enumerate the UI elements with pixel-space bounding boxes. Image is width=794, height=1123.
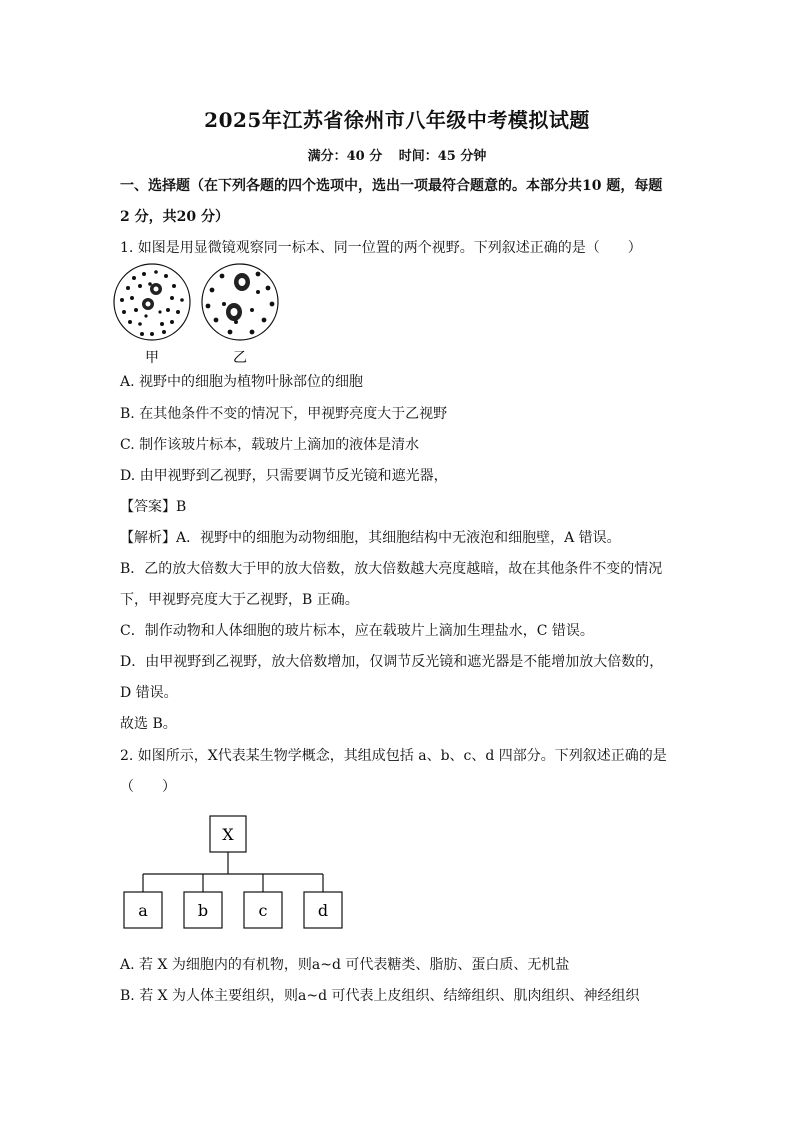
page-title: 2025年江苏省徐州市八年级中考模拟试题	[204, 108, 590, 132]
question-1-option-c: C. 制作该玻片标本，载玻片上滴加的液体是清水	[120, 437, 420, 453]
score-label: 满分：40 分	[307, 149, 383, 164]
time-label: 时间：45 分钟	[398, 149, 487, 164]
question-1-analysis-line6: D 错误。	[120, 685, 178, 701]
section-heading-line1: 一、选择题（在下列各题的四个选项中，选出一项最符合题意的。本部分共10 题，每题	[120, 178, 663, 194]
exam-meta	[0, 145, 794, 164]
field-yi	[202, 264, 278, 366]
question-1-answer: 【答案】B	[120, 499, 187, 515]
question-2-option-b: B. 若 X 为人体主要组织，则a~d 可代表上皮组织、结缔组织、肌肉组织、神经组织	[120, 988, 640, 1004]
concept-tree-figure	[118, 812, 348, 932]
tree-root-label: X	[222, 825, 234, 844]
tree-child-label-d: d	[317, 901, 329, 920]
section-heading-line2: 2 分，共20 分）	[120, 209, 229, 225]
tree-child-label-a: a	[138, 901, 148, 920]
question-1-option-a: A. 视野中的细胞为植物叶脉部位的细胞	[120, 374, 364, 390]
field-label-jia: 甲	[145, 350, 159, 366]
question-2-stem-line1: 2. 如图所示，X代表某生物学概念，其组成包括 a、b、c、d 四部分。下列叙述正确的是	[120, 748, 667, 764]
question-1-stem: 1. 如图是用显微镜观察同一标本、同一位置的两个视野。下列叙述正确的是（ ）	[120, 240, 642, 256]
question-1-analysis-line3: 下，甲视野亮度大于乙视野，B 正确。	[120, 592, 359, 608]
question-1-analysis-line4: C．制作动物和人体细胞的玻片标本，应在载玻片上滴加生理盐水，C 错误。	[120, 623, 594, 639]
field-jia	[114, 264, 190, 366]
question-2-option-a: A. 若 X 为细胞内的有机物，则a~d 可代表糖类、脂肪、蛋白质、无机盐	[120, 957, 570, 973]
tree-child-label-b: b	[197, 901, 209, 920]
question-1-analysis-line7: 故选 B。	[120, 716, 177, 732]
question-1-analysis-line5: D．由甲视野到乙视野，放大倍数增加，仅调节反光镜和遮光器是不能增加放大倍数的，	[120, 654, 664, 670]
microscope-fields-figure	[112, 262, 292, 366]
question-1-analysis-line1: 【解析】A．视野中的细胞为动物细胞，其细胞结构中无液泡和细胞壁，A 错误。	[120, 530, 621, 546]
question-1-option-b: B. 在其他条件不变的情况下，甲视野亮度大于乙视野	[120, 406, 448, 422]
question-1-analysis-line2: B．乙的放大倍数大于甲的放大倍数，放大倍数越大亮度越暗，故在其他条件不变的情况	[120, 561, 663, 577]
tree-child-label-c: c	[258, 901, 268, 920]
question-1-option-d: D. 由甲视野到乙视野，只需要调节反光镜和遮光器，	[120, 468, 448, 484]
field-label-yi: 乙	[233, 350, 247, 366]
question-2-stem-line2: （ ）	[120, 779, 176, 795]
